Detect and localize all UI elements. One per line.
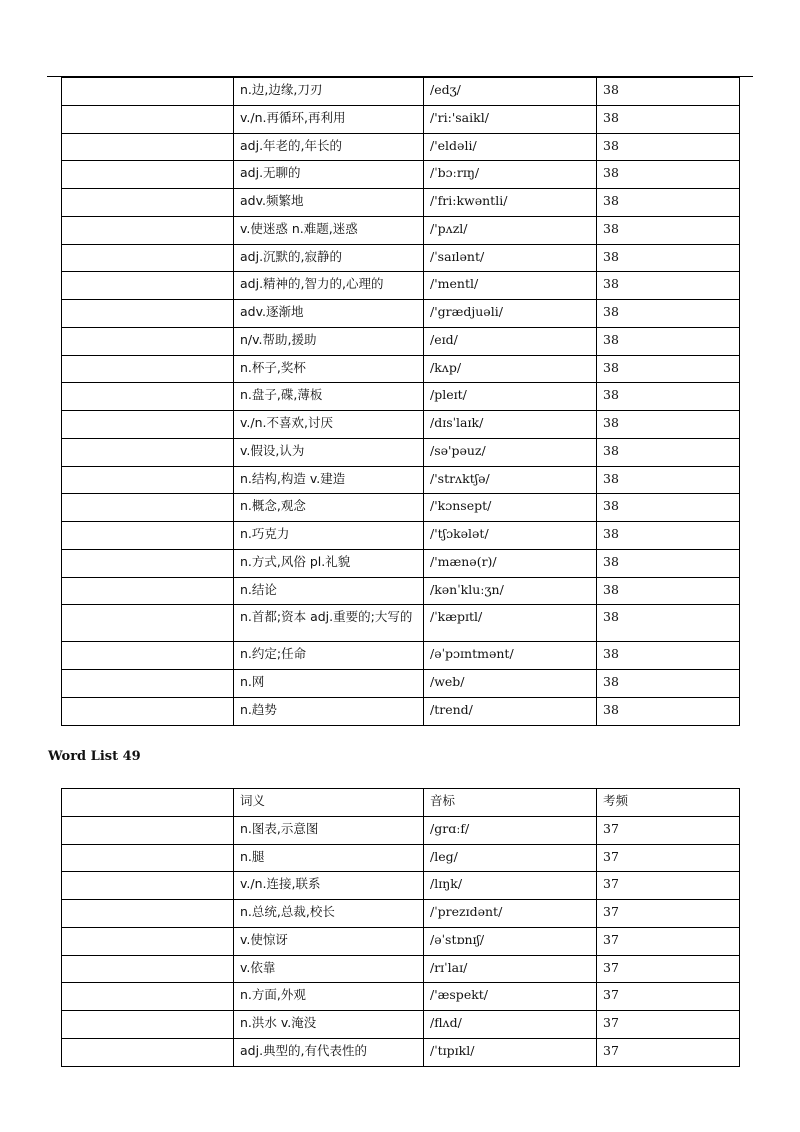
word-cell (62, 161, 234, 189)
word-cell (62, 605, 234, 642)
word-cell (62, 522, 234, 550)
frequency-cell: 38 (597, 78, 740, 106)
frequency-cell: 37 (597, 927, 740, 955)
phonetic-cell: /ˈprezɪdənt/ (424, 900, 597, 928)
phonetic-cell: /'eldəli/ (424, 133, 597, 161)
meaning-cell: v.使迷惑 n.难题,迷惑 (234, 216, 424, 244)
phonetic-cell: /ˈtɪpɪkl/ (424, 1038, 597, 1066)
frequency-cell: 37 (597, 900, 740, 928)
table-row (62, 216, 740, 244)
meaning-cell: n.首都;资本 adj.重要的;大写的 (234, 605, 424, 642)
header-cell-meaning: 词义 (234, 789, 424, 817)
meaning-cell: n.概念,观念 (234, 494, 424, 522)
table-row (62, 327, 740, 355)
phonetic-cell: /'strʌktʃə/ (424, 466, 597, 494)
word-cell (62, 355, 234, 383)
meaning-cell: v.使惊讶 (234, 927, 424, 955)
meaning-cell: v.假设,认为 (234, 438, 424, 466)
phonetic-cell: /dɪsˈlaɪk/ (424, 411, 597, 439)
phonetic-cell: /flʌd/ (424, 1011, 597, 1039)
frequency-cell: 38 (597, 438, 740, 466)
phonetic-cell: /'pʌzl/ (424, 216, 597, 244)
table-row (62, 189, 740, 217)
phonetic-cell: /edʒ/ (424, 78, 597, 106)
meaning-cell: n.总统,总裁,校长 (234, 900, 424, 928)
meaning-cell: adv.逐渐地 (234, 300, 424, 328)
frequency-cell: 38 (597, 133, 740, 161)
word-cell (62, 697, 234, 725)
frequency-cell: 38 (597, 522, 740, 550)
word-cell (62, 1011, 234, 1039)
table-row (62, 605, 740, 642)
phonetic-cell: /kʌp/ (424, 355, 597, 383)
table-row (62, 872, 740, 900)
word-cell (62, 900, 234, 928)
frequency-cell: 38 (597, 355, 740, 383)
frequency-cell: 38 (597, 327, 740, 355)
frequency-cell: 38 (597, 697, 740, 725)
header-cell-phonetic: 音标 (424, 789, 597, 817)
phonetic-cell: /trend/ (424, 697, 597, 725)
phonetic-cell: /'kɔnsept/ (424, 494, 597, 522)
phonetic-cell: /sə'pəuz/ (424, 438, 597, 466)
frequency-cell: 38 (597, 300, 740, 328)
phonetic-cell: /'mentl/ (424, 272, 597, 300)
table-row (62, 411, 740, 439)
table-row (62, 955, 740, 983)
frequency-cell: 37 (597, 816, 740, 844)
meaning-cell: n.结构,构造 v.建造 (234, 466, 424, 494)
word-cell (62, 244, 234, 272)
meaning-cell: n.腿 (234, 844, 424, 872)
meaning-cell: v./n.不喜欢,讨厌 (234, 411, 424, 439)
frequency-cell: 38 (597, 494, 740, 522)
phonetic-cell: /'æspekt/ (424, 983, 597, 1011)
meaning-cell: v.依靠 (234, 955, 424, 983)
meaning-cell: adj.年老的,年长的 (234, 133, 424, 161)
table-row (62, 900, 740, 928)
frequency-cell: 37 (597, 1038, 740, 1066)
meaning-cell: n.结论 (234, 577, 424, 605)
meaning-cell: n/v.帮助,援助 (234, 327, 424, 355)
meaning-cell: adj.无聊的 (234, 161, 424, 189)
phonetic-cell: /ˈkæpɪtl/ (424, 605, 597, 642)
table-row (62, 466, 740, 494)
frequency-cell: 38 (597, 216, 740, 244)
frequency-cell: 38 (597, 244, 740, 272)
phonetic-cell: /əˈpɔɪntmənt/ (424, 642, 597, 670)
phonetic-cell: /əˈstɒnɪʃ/ (424, 927, 597, 955)
table-row (62, 1038, 740, 1066)
table-row (62, 105, 740, 133)
word-cell (62, 927, 234, 955)
table-header-row (62, 789, 740, 817)
word-cell (62, 411, 234, 439)
frequency-cell: 37 (597, 872, 740, 900)
meaning-cell: v./n.连接,联系 (234, 872, 424, 900)
phonetic-cell: /kənˈkluːʒn/ (424, 577, 597, 605)
frequency-cell: 38 (597, 670, 740, 698)
table-row (62, 522, 740, 550)
frequency-cell: 37 (597, 844, 740, 872)
phonetic-cell: /ˈbɔːrɪŋ/ (424, 161, 597, 189)
phonetic-cell: /leg/ (424, 844, 597, 872)
table-row (62, 670, 740, 698)
word-cell (62, 133, 234, 161)
meaning-cell: adj.精神的,智力的,心理的 (234, 272, 424, 300)
word-cell (62, 577, 234, 605)
section-title: Word List 49 (48, 749, 141, 764)
frequency-cell: 38 (597, 577, 740, 605)
word-cell (62, 494, 234, 522)
word-cell (62, 78, 234, 106)
table-row (62, 844, 740, 872)
table-row (62, 272, 740, 300)
table-row (62, 642, 740, 670)
vocabulary-table-49 (61, 788, 740, 1067)
word-cell (62, 549, 234, 577)
word-cell (62, 105, 234, 133)
meaning-cell: n.图表,示意图 (234, 816, 424, 844)
word-cell (62, 816, 234, 844)
frequency-cell: 38 (597, 466, 740, 494)
meaning-cell: n.边,边缘,刀刃 (234, 78, 424, 106)
word-cell (62, 983, 234, 1011)
table-row (62, 244, 740, 272)
frequency-cell: 38 (597, 189, 740, 217)
word-cell (62, 955, 234, 983)
phonetic-cell: /'tʃɔkələt/ (424, 522, 597, 550)
phonetic-cell: /pleɪt/ (424, 383, 597, 411)
word-cell (62, 216, 234, 244)
phonetic-cell: /'grædjuəli/ (424, 300, 597, 328)
word-cell (62, 844, 234, 872)
meaning-cell: n.洪水 v.淹没 (234, 1011, 424, 1039)
frequency-cell: 38 (597, 549, 740, 577)
frequency-cell: 37 (597, 1011, 740, 1039)
frequency-cell: 38 (597, 383, 740, 411)
frequency-cell: 38 (597, 272, 740, 300)
frequency-cell: 38 (597, 161, 740, 189)
word-cell (62, 872, 234, 900)
word-cell (62, 327, 234, 355)
word-cell (62, 438, 234, 466)
word-cell (62, 383, 234, 411)
phonetic-cell: /ˈsaɪlənt/ (424, 244, 597, 272)
table-row (62, 133, 740, 161)
word-cell (62, 642, 234, 670)
table-row (62, 383, 740, 411)
meaning-cell: n.网 (234, 670, 424, 698)
table-row (62, 549, 740, 577)
meaning-cell: adv.频繁地 (234, 189, 424, 217)
frequency-cell: 37 (597, 955, 740, 983)
frequency-cell: 38 (597, 411, 740, 439)
frequency-cell: 38 (597, 105, 740, 133)
word-cell (62, 466, 234, 494)
phonetic-cell: /grɑːf/ (424, 816, 597, 844)
meaning-cell: v./n.再循环,再利用 (234, 105, 424, 133)
meaning-cell: adj.典型的,有代表性的 (234, 1038, 424, 1066)
table-row (62, 816, 740, 844)
table-row (62, 1011, 740, 1039)
table-row (62, 577, 740, 605)
frequency-cell: 37 (597, 983, 740, 1011)
meaning-cell: n.巧克力 (234, 522, 424, 550)
phonetic-cell: /'ri:'saikl/ (424, 105, 597, 133)
table-row (62, 927, 740, 955)
table-row (62, 697, 740, 725)
frequency-cell: 38 (597, 605, 740, 642)
word-cell (62, 1038, 234, 1066)
table-row (62, 983, 740, 1011)
phonetic-cell: /rɪˈlaɪ/ (424, 955, 597, 983)
header-cell-blank (62, 789, 234, 817)
header-cell-frequency: 考频 (597, 789, 740, 817)
meaning-cell: n.趋势 (234, 697, 424, 725)
meaning-cell: n.方式,风俗 pl.礼貌 (234, 549, 424, 577)
meaning-cell: n.方面,外观 (234, 983, 424, 1011)
meaning-cell: n.杯子,奖杯 (234, 355, 424, 383)
table-row (62, 438, 740, 466)
phonetic-cell: /eɪd/ (424, 327, 597, 355)
word-cell (62, 670, 234, 698)
table-row (62, 300, 740, 328)
meaning-cell: n.盘子,碟,薄板 (234, 383, 424, 411)
phonetic-cell: /lɪŋk/ (424, 872, 597, 900)
table-row (62, 494, 740, 522)
phonetic-cell: /web/ (424, 670, 597, 698)
word-cell (62, 272, 234, 300)
table-row (62, 355, 740, 383)
meaning-cell: n.约定;任命 (234, 642, 424, 670)
phonetic-cell: /'mænə(r)/ (424, 549, 597, 577)
frequency-cell: 38 (597, 642, 740, 670)
meaning-cell: adj.沉默的,寂静的 (234, 244, 424, 272)
table-row (62, 78, 740, 106)
vocabulary-table-48 (61, 77, 740, 726)
word-cell (62, 189, 234, 217)
phonetic-cell: /'fri:kwəntli/ (424, 189, 597, 217)
word-cell (62, 300, 234, 328)
table-row (62, 161, 740, 189)
